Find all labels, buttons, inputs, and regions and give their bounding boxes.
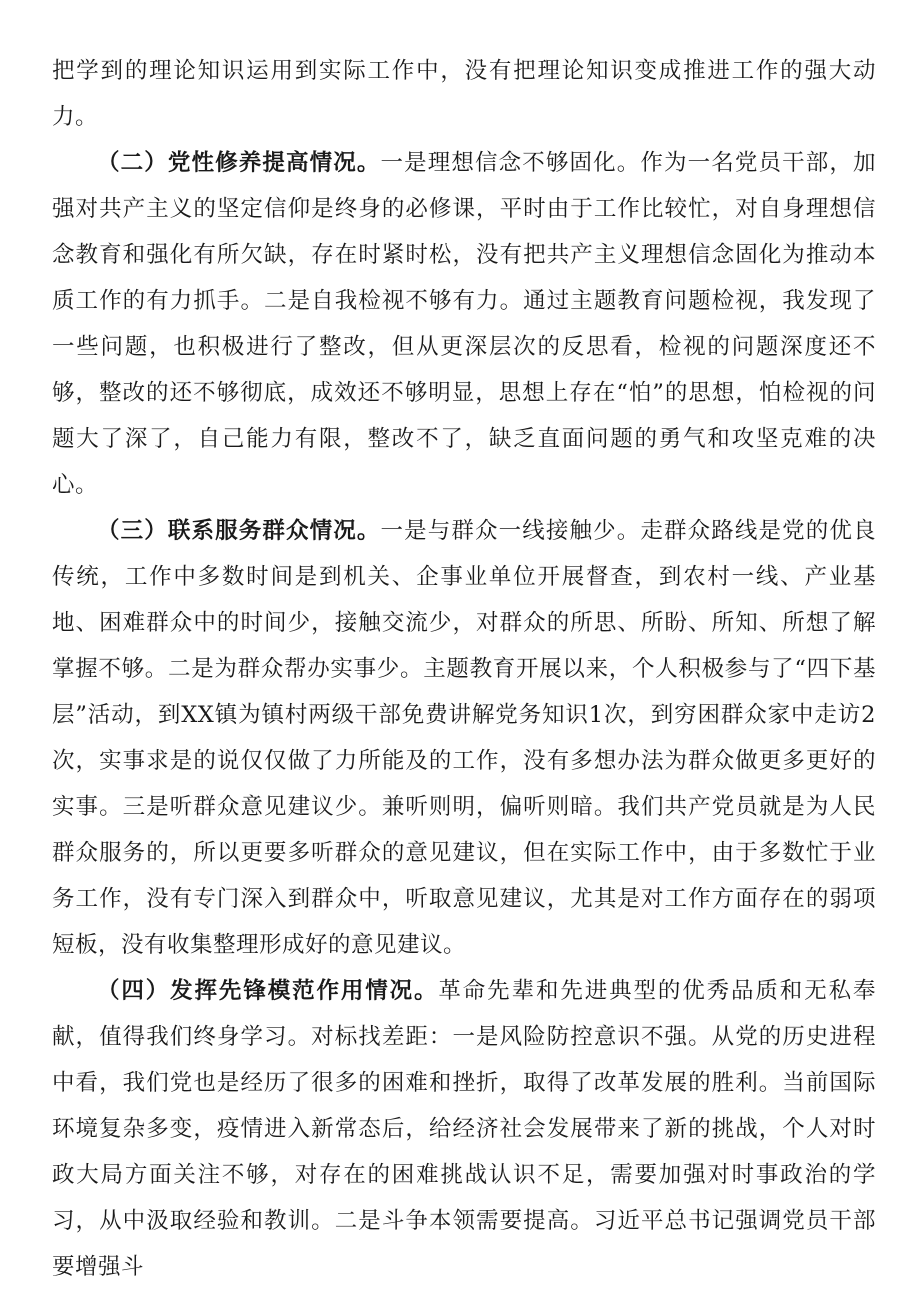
paragraph-vanguard-role — [52, 968, 876, 1290]
section-heading: （二）党性修养提高情况。 — [97, 150, 381, 176]
paragraph-text: 把学到的理论知识运用到实际工作中，没有把理论知识变成推进工作的强大动力。 — [52, 58, 876, 130]
paragraph-serving-masses — [52, 508, 876, 968]
paragraph-text: 革命先辈和先进典型的优秀品质和无私奉献，值得我们终身学习。对标找差距：一是风险防控意识不强。从党的历史进程中看，我们党也是经历了很多的困难和挫折，取得了改革发展的胜利。当前国际环境复杂多变，疫情进入新常态后，给经济社会发展带来了新的挑战，个人对时政大局方面关注不够，对存在的困难挑战认识不足，需要加强对时事政治的学习，从中汲取经验和教训。二是斗争本领需要提高。习近平总书记强调党员干部要增强斗 — [52, 978, 876, 1280]
paragraph-continuation — [52, 48, 876, 140]
paragraph-party-spirit — [52, 140, 876, 508]
paragraph-text: 一是理想信念不够固化。作为一名党员干部，加强对共产主义的坚定信仰是终身的必修课，平时由于工作比较忙，对自身理想信念教育和强化有所欠缺，存在时紧时松，没有把共产主义理想信念固化为推动本质工作的有力抓手。二是自我检视不够有力。通过主题教育问题检视，我发现了一些问题，也积极进行了整改，但从更深层次的反思看，检视的问题深度还不够，整改的还不够彻底，成效还不够明显，思想上存在“怕”的思想，怕检视的问题大了深了，自己能力有限，整改不了，缺乏直面问题的勇气和攻坚克难的决心。 — [52, 150, 876, 498]
section-heading: （四）发挥先锋模范作用情况。 — [97, 978, 439, 1004]
paragraph-text: 一是与群众一线接触少。走群众路线是党的优良传统，工作中多数时间是到机关、企事业单位开展督查，到农村一线、产业基地、困难群众中的时间少，接触交流少，对群众的所思、所盼、所知、所想了解掌握不够。二是为群众帮办实事少。主题教育开展以来，个人积极参与了“四下基层”活动，到XX镇为镇村两级干部免费讲解党务知识1次，到穷困群众家中走访2次，实事求是的说仅仅做了力所能及的工作，没有多想办法为群众做更多更好的实事。三是听群众意见建议少。兼听则明，偏听则暗。我们共产党员就是为人民群众服务的，所以更要多听群众的意见建议，但在实际工作中，由于多数忙于业务工作，没有专门深入到群众中，听取意见建议，尤其是对工作方面存在的弱项短板，没有收集整理形成好的意见建议。 — [52, 518, 876, 958]
document-page — [52, 48, 876, 1290]
section-heading: （三）联系服务群众情况。 — [97, 518, 381, 544]
